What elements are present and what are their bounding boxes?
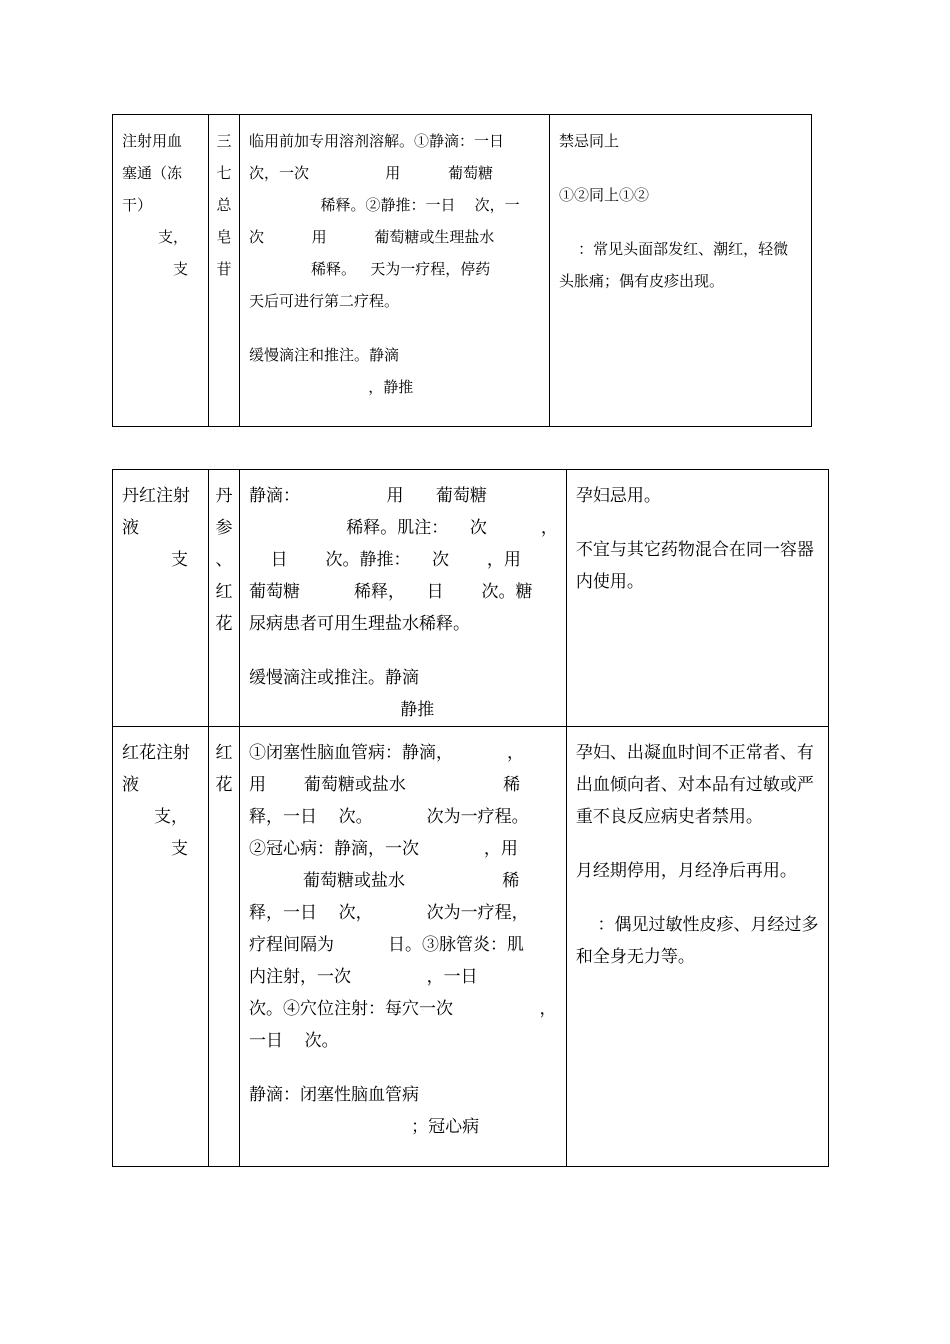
ingredient-cell xyxy=(209,470,240,727)
usage-line: 次 用 葡萄糖或生理盐水 xyxy=(249,228,495,246)
note-paragraph: 孕妇、出凝血时间不正常者、有出血倾向者、对本品有过敏或严重不良反应病史者禁用。 xyxy=(575,743,814,827)
usage-line: 内注射，一次 ，一日 xyxy=(249,967,478,987)
drug-name-line: 红花注射 xyxy=(122,743,190,763)
usage-line: 释，一日 次。 次为一疗程。 xyxy=(249,807,529,827)
drug-name-line: 塞通（冻 xyxy=(122,164,183,182)
note-cell xyxy=(566,727,828,1167)
ingredient-char: 花 xyxy=(215,775,233,795)
drug-unit-line: 支 xyxy=(171,550,188,570)
table-row xyxy=(113,115,812,427)
ingredient-char: 三 xyxy=(216,132,232,150)
usage-line: 尿病患者可用生理盐水稀释。 xyxy=(249,614,470,634)
ingredient-char: 红 xyxy=(215,743,233,763)
note-paragraph: 不宜与其它药物混合在同一容器内使用。 xyxy=(575,540,814,592)
ingredient-char: 参 xyxy=(215,518,233,538)
drug-name-line: 干） xyxy=(122,196,153,214)
usage-line: 静滴：闭塞性脑血管病 xyxy=(249,1085,419,1105)
usage-line: 天后可进行第二疗程。 xyxy=(249,292,400,310)
drug-unit-line: 支， xyxy=(157,228,188,246)
table-row xyxy=(113,727,829,1167)
usage-line: 葡萄糖 稀释， 日 次。糖 xyxy=(249,582,533,602)
usage-line: 缓慢滴注或推注。静滴 xyxy=(249,668,419,688)
usage-line: 临用前加专用溶剂溶解。①静滴：一日 xyxy=(249,132,505,150)
drug-name-cell xyxy=(113,727,209,1167)
ingredient-char: 苷 xyxy=(216,260,232,278)
usage-line: 稀释。 天为一疗程，停药 xyxy=(249,260,491,278)
usage-line: 缓慢滴注和推注。静滴 xyxy=(249,346,400,364)
note-paragraph: ①②同上①② xyxy=(559,186,650,204)
usage-line: 葡萄糖或盐水 稀 xyxy=(249,871,520,891)
note-cell xyxy=(566,470,828,727)
usage-cell xyxy=(240,115,550,427)
usage-line: ，静推 xyxy=(249,378,414,396)
ingredient-char: 红 xyxy=(215,582,233,602)
note-cell xyxy=(550,115,812,427)
ingredient-char: 花 xyxy=(215,614,233,634)
drug-name-line: 注射用血 xyxy=(122,132,183,150)
ingredient-char: 总 xyxy=(216,196,232,214)
table-row xyxy=(113,470,829,727)
note-paragraph: 孕妇忌用。 xyxy=(575,486,661,506)
drug-name-line: 液 xyxy=(122,775,139,795)
note-paragraph: ：偶见过敏性皮疹、月经过多和全身无力等。 xyxy=(575,915,819,967)
note-paragraph: 月经期停用，月经净后再用。 xyxy=(575,861,797,881)
note-paragraph: ：常见头面部发红、潮红，轻微头胀痛；偶有皮疹出现。 xyxy=(559,240,789,290)
usage-cell xyxy=(240,470,567,727)
usage-line: 次。④穴位注射：每穴一次 ， xyxy=(249,999,557,1019)
usage-line: 释，一日 次， 次为一疗程， xyxy=(249,903,529,923)
usage-line: 次，一次 用 葡萄糖 xyxy=(249,164,493,182)
ingredient-cell xyxy=(209,115,240,427)
usage-line: 日 次。静推： 次 ，用 xyxy=(249,550,521,570)
drug-name-line: 液 xyxy=(122,518,139,538)
usage-line: ；冠心病 xyxy=(249,1117,480,1137)
usage-line: 稀释。②静推：一日 次，一 xyxy=(249,196,520,214)
drug-unit-line: 支 xyxy=(172,260,188,278)
note-paragraph: 禁忌同上 xyxy=(559,132,620,150)
usage-cell xyxy=(240,727,567,1167)
drug-unit-line: 支， xyxy=(154,807,188,827)
usage-line: 静滴： 用 葡萄糖 xyxy=(249,486,487,506)
usage-line: 用 葡萄糖或盐水 稀 xyxy=(249,775,521,795)
usage-line: ②冠心病：静滴，一次 ，用 xyxy=(249,839,518,859)
usage-line: 静推 xyxy=(249,700,435,720)
ingredient-char: 皂 xyxy=(216,228,232,246)
usage-line: 疗程间隔为 日。③脉管炎：肌 xyxy=(249,935,525,955)
drug-name-cell xyxy=(113,470,209,727)
ingredient-char: 丹 xyxy=(215,486,233,506)
drug-table-1 xyxy=(112,114,812,427)
usage-line: ①闭塞性脑血管病：静滴， ， xyxy=(249,743,525,763)
usage-line: 一日 次。 xyxy=(249,1031,339,1051)
usage-line: 稀释。肌注： 次 ， xyxy=(249,518,558,538)
drug-name-line: 丹红注射 xyxy=(122,486,190,506)
drug-unit-line: 支 xyxy=(171,839,188,859)
ingredient-cell xyxy=(209,727,240,1167)
ingredient-char: 、 xyxy=(215,550,233,570)
drug-name-cell xyxy=(113,115,209,427)
drug-table-2 xyxy=(112,469,829,1167)
ingredient-char: 七 xyxy=(216,164,232,182)
